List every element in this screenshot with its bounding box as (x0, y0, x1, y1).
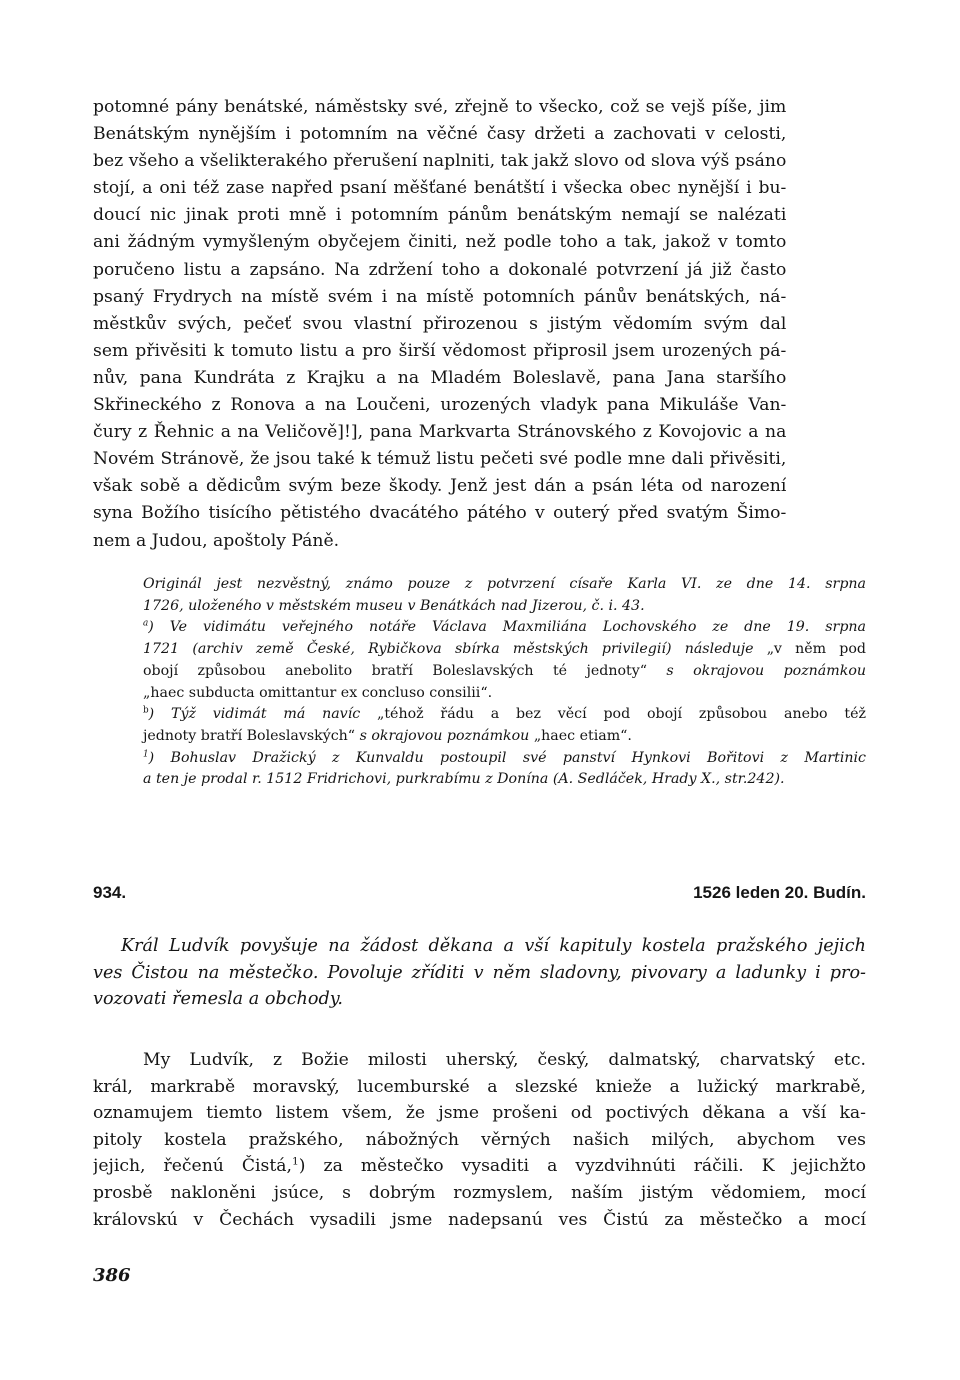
regest-line: Král Ludvík povyšuje na žádost děkana a vší kapituly kostela pražského jejich (121, 936, 866, 956)
body-line (93, 1153, 866, 1180)
text-line: potomné pány benátské, náměstsky své, zřejně to všecko, což se vejš píše, jim (93, 97, 787, 117)
footnote-b-line (93, 726, 866, 748)
body-line: oznamujem tiemto listem všem, že jsme prošeni od poctivých děkana a vší ka- (93, 1103, 866, 1124)
text-line: poručeno listu a zapsáno. Na zdržení toho a dokonalé potvrzení já již často (93, 259, 787, 280)
footnote-text: jednoty bratří Boleslavských“ (143, 727, 356, 744)
footnote-b (93, 704, 866, 726)
text-line: bez všeho a všelikterakého přerušení naplniti, tak jakž slovo od slova výš psáno (93, 151, 787, 172)
text-line: Novém Stránově, že jsou také k témuž listu pečeti své podle mne dali přivěsiti, (93, 449, 787, 470)
text-line: psaný Frydrych na místě svém i na místě potomních pánův benátských, ná- (93, 286, 787, 307)
document-date-place: 1526 leden 20. Budín. (693, 883, 866, 902)
text-line: městkův svých, pečeť svou vlastní přirozenou s jistým vědomím svým dal (93, 313, 787, 334)
text-line: čury z Řehnic a na Veličově]!], pana Markvarta Stránovského z Kovojovic a na (93, 422, 787, 443)
text-line: stojí, a oni též zase napřed psaní měšťané benátští i všecka obec nynější i bu- (93, 178, 787, 199)
text-line: syna Božího tisícího pětistého dvacátého pátého v outerý před svatým Šimo- (93, 503, 787, 524)
footnote-text: s okrajovou poznámkou (647, 662, 866, 679)
footnote-a (93, 617, 866, 639)
regest-line: ves Čistou na městečko. Povoluje zříditi v něm sladovny, pivovary a ladunky i pro- (93, 962, 866, 983)
footnotes (93, 574, 866, 791)
body-text: jejich, řečenú Čistá, (93, 1156, 292, 1177)
footnote-ref: 1 (291, 1154, 299, 1168)
text-line: Skřineckého z Ronova a na Loučeni, urozených vladyk pana Mikuláše Van- (93, 395, 787, 416)
body-line: My Ludvík, z Božie milosti uherský, český, dalmatský, charvatský etc. (143, 1050, 866, 1070)
footnote-mark: b (143, 705, 149, 716)
page-number: 386 (93, 1265, 131, 1286)
body-line: pitoly kostela pražského, nábožných věrných našich milých, abychom ves (93, 1129, 866, 1150)
source-note: 1726, uloženého v městském museu v Benátkách nad Jizerou, č. i. 43. (143, 597, 645, 614)
footnote-mark: 1 (143, 748, 149, 759)
body-line: královskú v Čechách vysadili jsme nadepsanú ves Čistú za městečko a mocí (93, 1209, 866, 1230)
footnote-a-line (93, 661, 866, 683)
body-text: ) za městečko vysaditi a vyzdvihnúti ráčili. K jejichžto (298, 1156, 866, 1177)
footnote-text: s okrajovou poznámkou (355, 727, 530, 744)
text-line: nem a Judou, apoštoly Páně. (93, 530, 340, 551)
footnote-text: 1721 (archiv země České, Rybičkova sbírka městských privilegií) následuje (143, 641, 754, 658)
regest-line: vozovati řemesla a obchody. (93, 989, 343, 1009)
footnote-text: ) Ve vidimátu veřejného notáře Václava Maxmiliána Lochovského ze dne 19. srpna (148, 619, 866, 636)
footnote-text: ) Bohuslav Dražický z Kunvaldu postoupil své panství Hynkovi Bořitovi z Martinic (148, 749, 866, 766)
document-number: 934. (93, 883, 127, 902)
footnote-text: „téhož řádu a bez věcí pod obojí způsobou anebo též (360, 706, 866, 723)
body-line: prosbě nakloněni jsúce, s dobrým rozmyslem, naším jistým vědomiem, mocí (93, 1182, 866, 1203)
source-note: Originál jest nezvěstný, známo pouze z potvrzení císaře Karla VI. ze dne 14. srpna (143, 576, 866, 592)
document-body (93, 1047, 866, 1233)
text-line: však sobě a dědicům svým beze škody. Jenž jest dán a psán léta od narození (93, 476, 787, 497)
text-line: Benátským nynějším i potomním na věčné časy držeti a zachovati v celosti, (93, 124, 787, 145)
text-line: sem přivěsiti k tomuto listu a pro širší vědomost připrosil jsem urozených pá- (93, 340, 787, 361)
body-line: král, markrabě moravský, lucemburské a slezské knieže a lužický markrabě, (93, 1076, 866, 1097)
text-line: ani žádným vymyšleným obyčejem činiti, než podle toho a tak, jakož v tomto (93, 232, 787, 253)
footnote-a-line: „haec subducta omittantur ex concluso consilii“. (143, 684, 493, 701)
text-line: doucí nic jinak proti mně i potomním pánům benátským nemají se nalézati (93, 205, 787, 226)
footnote-mark: a (143, 618, 149, 629)
footnote-text: „v něm pod (753, 641, 866, 658)
text-line: nův, pana Kundráta z Krajku a na Mladém Boleslavě, pana Jana staršího (93, 367, 787, 388)
regest (93, 933, 866, 1013)
footnote-1 (93, 748, 866, 770)
footnote-text: obojí způsobou anebolito bratří Boleslavských té jednoty“ (143, 662, 647, 679)
main-text-block (93, 94, 786, 555)
footnote-text: ) Týž vidimát má navíc (148, 706, 361, 723)
footnote-text: „haec etiam“. (529, 727, 632, 744)
footnote-1-line: a ten je prodal r. 1512 Fridrichovi, purkrabímu z Donína (A. Sedláček, Hrady X., str.242). (143, 771, 785, 788)
footnote-a-line (93, 639, 866, 661)
